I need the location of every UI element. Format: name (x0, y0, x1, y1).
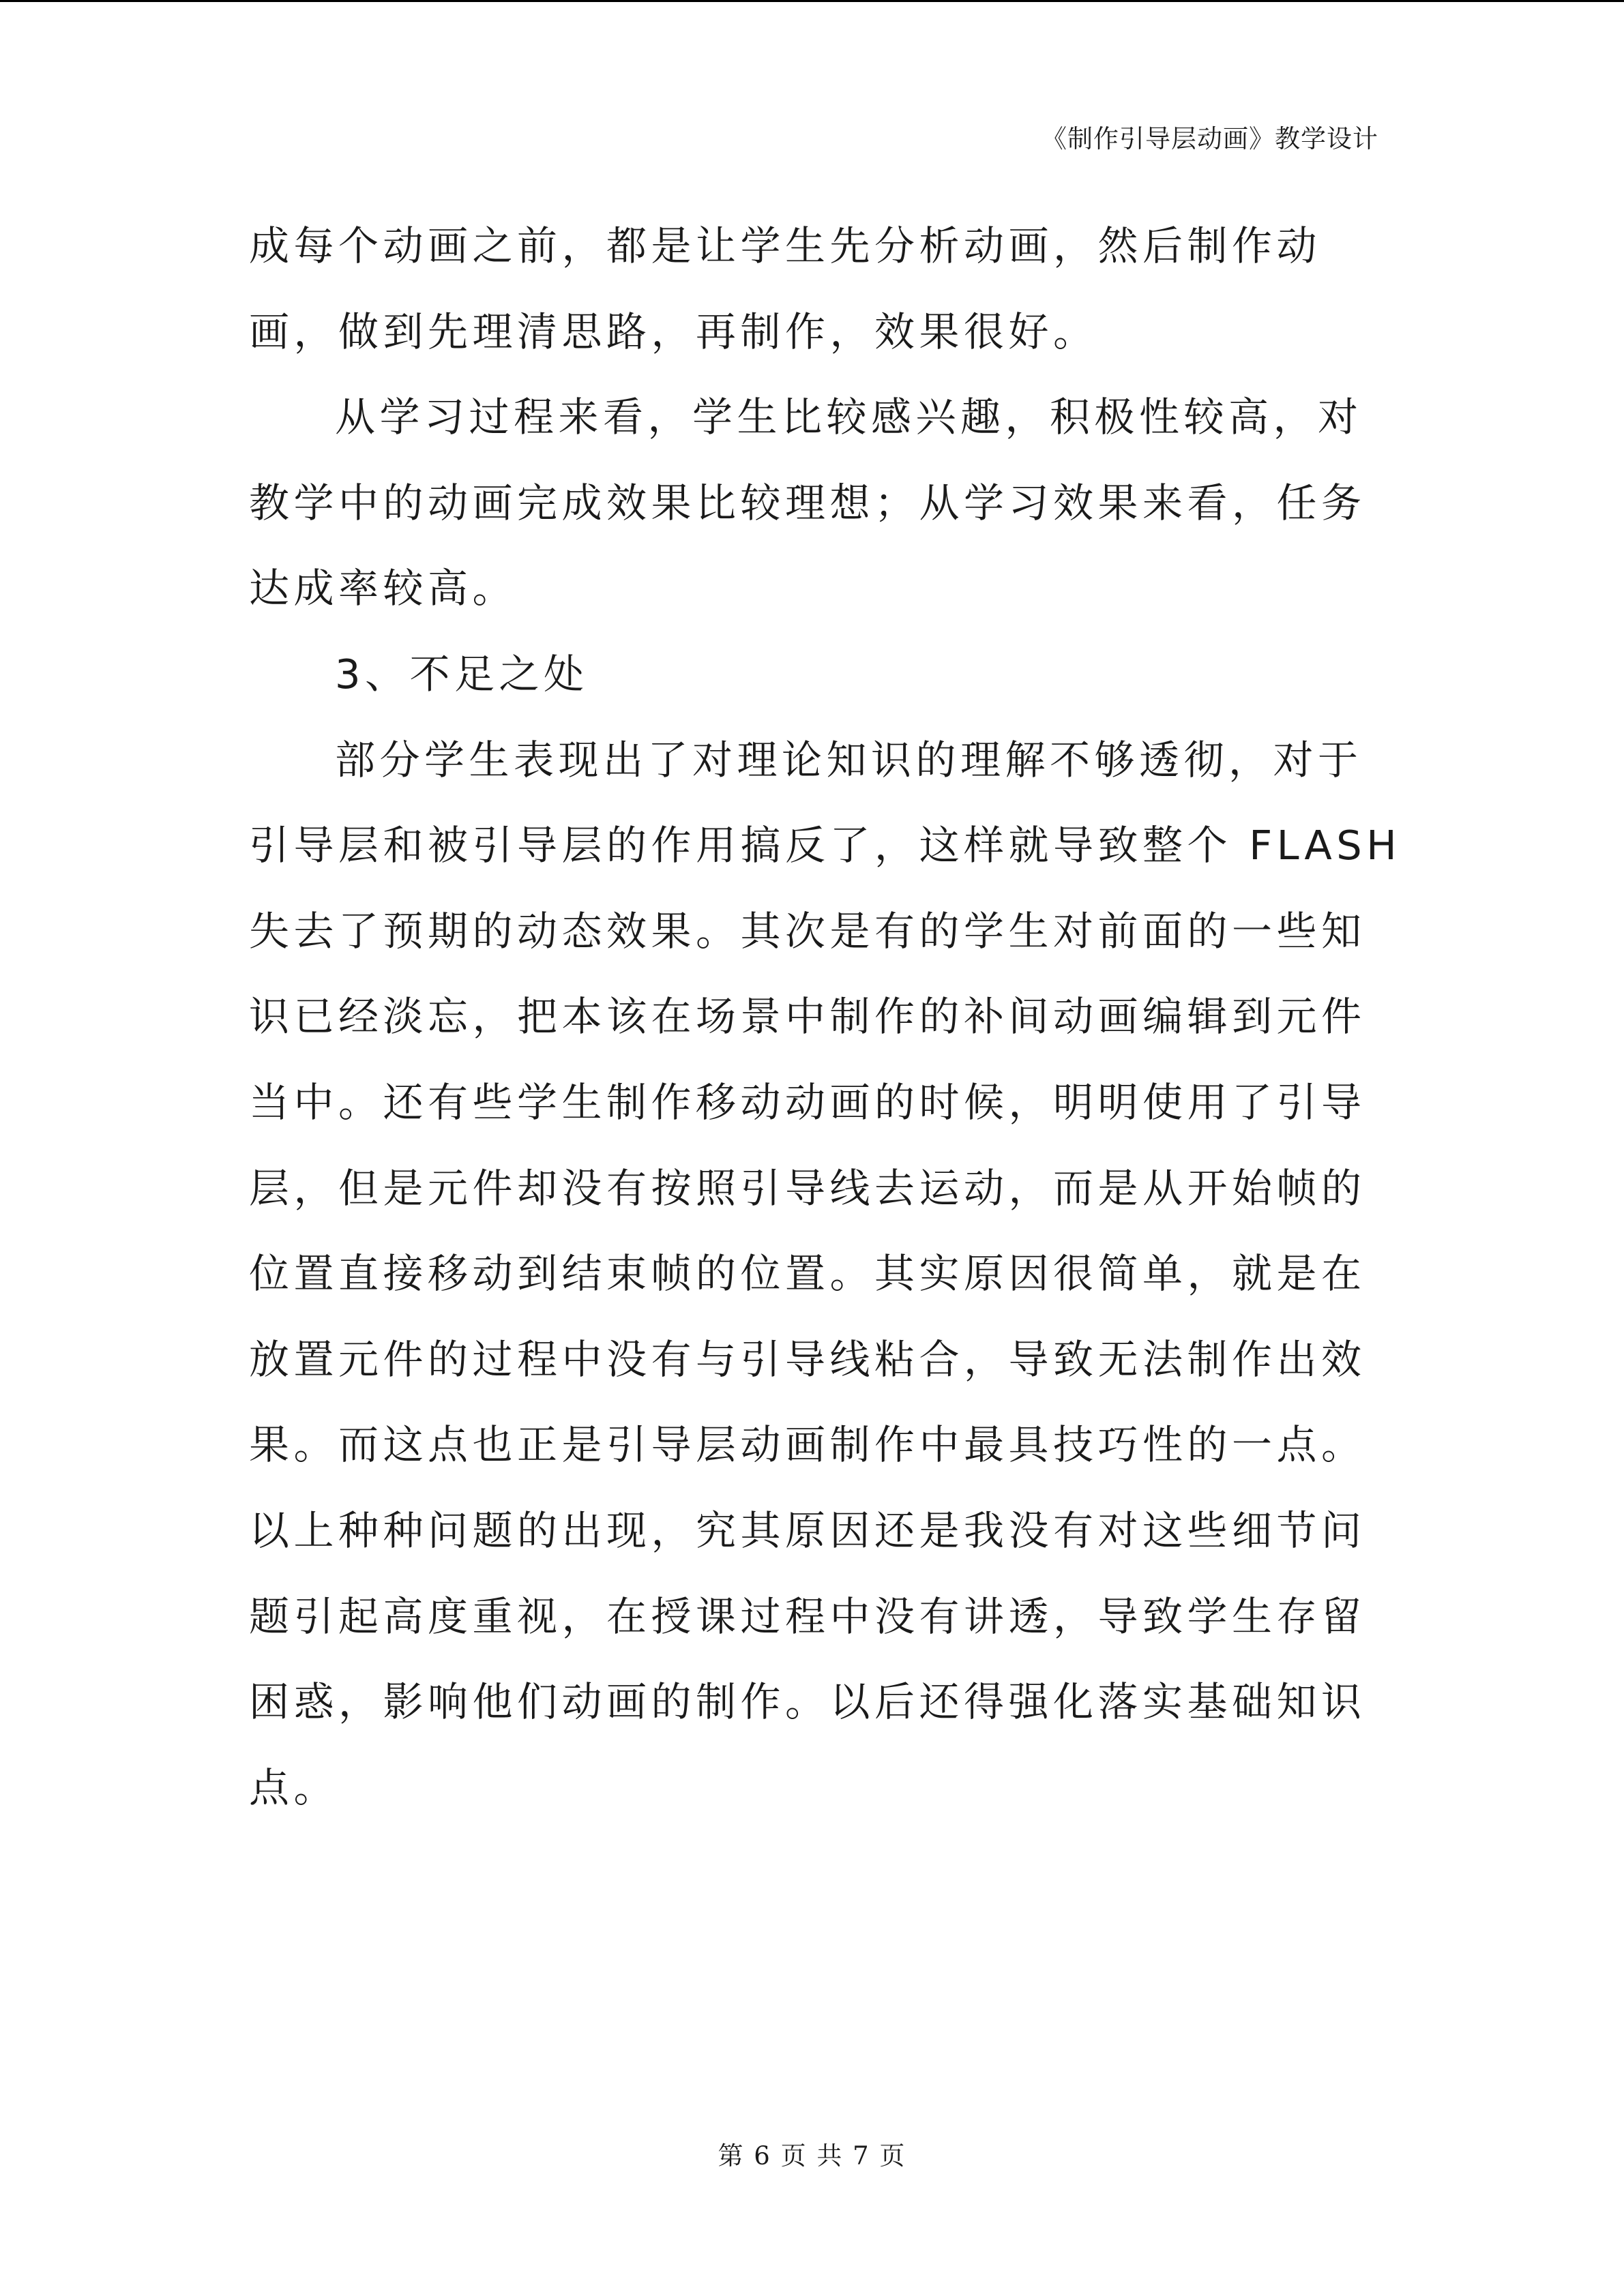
body-text (249, 210, 1402, 1837)
paragraph-line: 教学中的动画完成效果比较理想；从学习效果来看，任务 (249, 479, 1366, 526)
paragraph-line: 困惑，影响他们动画的制作。以后还得强化落实基础知识 (249, 1678, 1366, 1726)
paragraph-line: 识已经淡忘，把本该在场景中制作的补间动画编辑到元件 (249, 993, 1366, 1041)
paragraph-line: 位置直接移动到结束帧的位置。其实原因很简单，就是在 (249, 1250, 1366, 1298)
paragraph-line: 画，做到先理清思路，再制作，效果很好。 (249, 308, 1098, 355)
paragraph-line: 当中。还有些学生制作移动动画的时候，明明使用了引导 (249, 1078, 1366, 1126)
paragraph-line: 从学习过程来看，学生比较感兴趣，积极性较高，对 (335, 393, 1363, 441)
paragraph-line: 题引起高度重视，在授课过程中没有讲透，导致学生存留 (249, 1592, 1366, 1640)
paragraph-line: 成每个动画之前，都是让学生先分析动画，然后制作动 (249, 222, 1322, 269)
paragraph-line: 引导层和被引导层的作用搞反了，这样就导致整个 FLASH (249, 822, 1402, 869)
paragraph-line: 失去了预期的动态效果。其次是有的学生对前面的一些知 (249, 907, 1366, 955)
page-number: 第 6 页 共 7 页 (718, 2141, 906, 2171)
paragraph-line: 果。而这点也正是引导层动画制作中最具技巧性的一点。 (249, 1421, 1366, 1469)
section-heading: 3、不足之处 (335, 650, 589, 698)
running-header: 《制作引导层动画》教学设计 (1042, 124, 1378, 153)
paragraph-line: 放置元件的过程中没有与引导线粘合，导致无法制作出效 (249, 1335, 1366, 1383)
paragraph-line: 以上种种问题的出现，究其原因还是我没有对这些细节问 (249, 1506, 1366, 1554)
paragraph-line: 层，但是元件却没有按照引导线去运动，而是从开始帧的 (249, 1164, 1366, 1212)
paragraph-line: 部分学生表现出了对理论知识的理解不够透彻，对于 (335, 736, 1363, 784)
paragraph-line: 点。 (249, 1763, 339, 1811)
paragraph-line: 达成率较高。 (249, 565, 518, 612)
